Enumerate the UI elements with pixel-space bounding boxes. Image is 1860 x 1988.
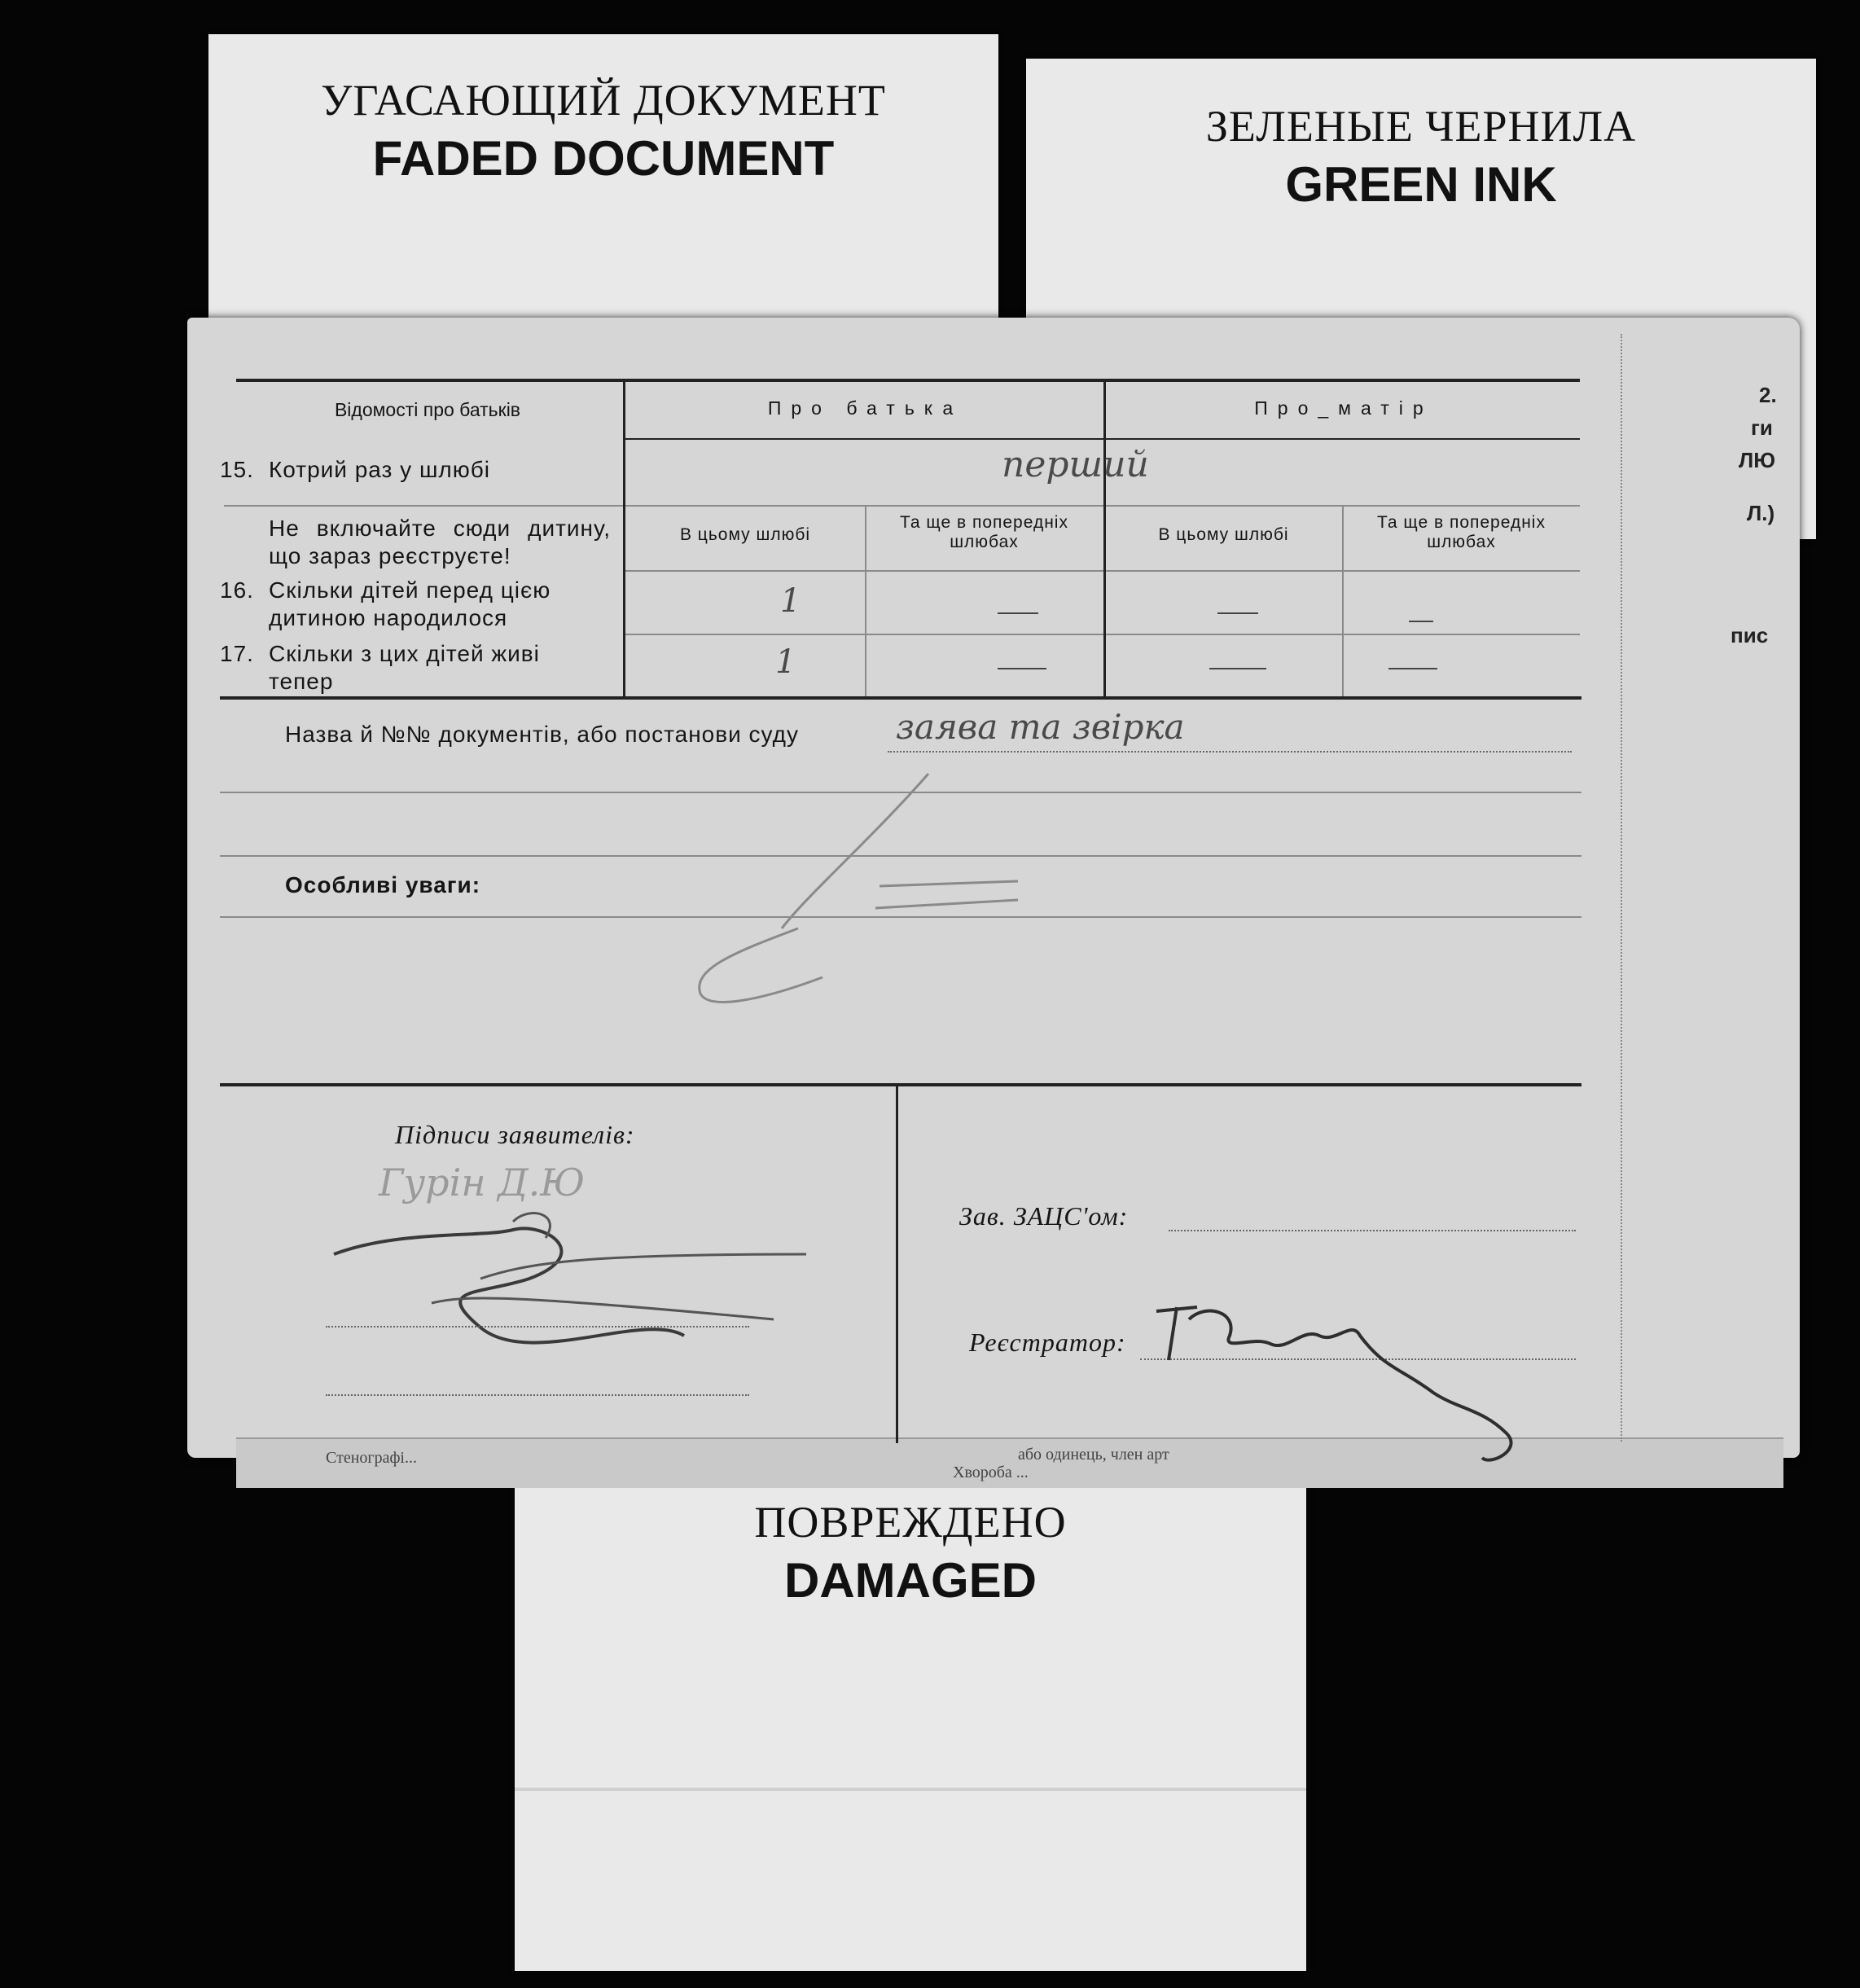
row-16-mother-prev-dash	[1409, 621, 1433, 622]
perforation-line	[1621, 334, 1622, 1442]
header-about-father: Про батька	[767, 397, 963, 419]
torn-text-1: Стенографі...	[326, 1449, 417, 1467]
row-16-father-this-value: 1	[780, 582, 801, 620]
row16-rule	[623, 634, 1580, 635]
registrar-label: Реєстратор:	[969, 1328, 1126, 1357]
edge-fragment-5: пис	[1731, 623, 1769, 647]
row-17-father-this-value: 1	[775, 643, 796, 681]
applicant-signature-scribble	[318, 1205, 839, 1409]
table-top-rule	[236, 379, 1580, 382]
damaged-card	[515, 1450, 1306, 1971]
table-bottom-rule	[220, 696, 1581, 700]
subcol-father-prev: Та ще в попередніх шлюбах	[900, 513, 1068, 551]
signature-divider	[896, 1085, 898, 1443]
row-15-value-handwritten: перший	[1002, 444, 1149, 485]
row-16-father-prev-dash	[998, 612, 1038, 614]
row-17-mother-prev-dash	[1388, 668, 1437, 669]
registrar-signature-scribble	[1140, 1287, 1596, 1474]
applicant-sign-line-1	[326, 1326, 749, 1328]
note-label: Не включайте сюди дитину, що зараз реєструєте!	[269, 516, 611, 568]
applicant-name-faded: Гурін Д.Ю	[379, 1161, 586, 1205]
row-16-mother-this-dash	[1217, 612, 1258, 614]
pencil-scribble	[660, 741, 1051, 1018]
header-rule	[623, 438, 1580, 440]
row-16-number: 16.	[220, 577, 254, 603]
header-about-mother: Про_матір	[1254, 397, 1433, 419]
col-divider-2	[1103, 379, 1106, 698]
row-17-label: Скільки з цих дітей живі тепер	[269, 641, 540, 694]
damaged-ru: ПОВРЕЖДЕНО	[754, 1498, 1067, 1547]
applicant-sign-line-2	[326, 1394, 749, 1396]
row-15-label: Котрий раз у шлюбі	[269, 457, 491, 482]
head-of-registry-label: Зав. ЗАЦС'ом:	[959, 1201, 1129, 1231]
torn-text-2: або одинець, член арт	[1018, 1446, 1169, 1464]
row-17-father-prev-dash	[998, 668, 1046, 669]
faded-document-ru: УГАСАЮЩИЙ ДОКУМЕНТ	[321, 76, 886, 125]
green-ink-en: GREEN INK	[1285, 157, 1557, 212]
head-sign-line	[1169, 1230, 1576, 1231]
damaged-en: DAMAGED	[784, 1553, 1037, 1608]
col-divider-4	[1342, 507, 1344, 696]
signature-section-rule	[220, 1083, 1581, 1086]
row-17-number: 17.	[220, 641, 254, 666]
edge-fragment-3: ЛЮ	[1739, 448, 1776, 472]
col-divider-3	[865, 507, 866, 696]
row-16-label: Скільки дітей перед цією дитиною народилося	[269, 577, 551, 630]
documents-label: Назва й №№ документів, або постанови суду	[285, 722, 799, 747]
row15-rule	[224, 505, 1580, 507]
green-ink-ru: ЗЕЛЕНЫЕ ЧЕРНИЛА	[1205, 102, 1637, 151]
documents-value-handwritten: заява та звірка	[896, 707, 1185, 747]
subhdr-rule	[623, 570, 1580, 572]
applicants-signature-label: Підписи заявителів:	[395, 1120, 635, 1149]
edge-fragment-4: Л.)	[1747, 501, 1775, 525]
edge-fragment-2: ги	[1751, 415, 1773, 440]
header-parents-info: Відомості про батьків	[334, 399, 521, 420]
edge-fragment-1: 2.	[1759, 383, 1777, 407]
col-divider-1	[623, 379, 625, 698]
torn-text-3: Хвороба ...	[953, 1464, 1029, 1481]
row-15-number: 15.	[220, 457, 254, 482]
remarks-label: Особливі уваги:	[285, 872, 481, 897]
subcol-mother-prev: Та ще в попередніх шлюбах	[1377, 513, 1546, 551]
card-stripe	[515, 1788, 1306, 1791]
subcol-father-this: В цьому шлюбі	[679, 525, 811, 544]
subcol-mother-this: В цьому шлюбі	[1158, 525, 1289, 544]
row-17-mother-this-dash	[1209, 668, 1266, 669]
faded-document-en: FADED DOCUMENT	[372, 131, 835, 186]
registration-form-sheet	[187, 318, 1800, 1481]
